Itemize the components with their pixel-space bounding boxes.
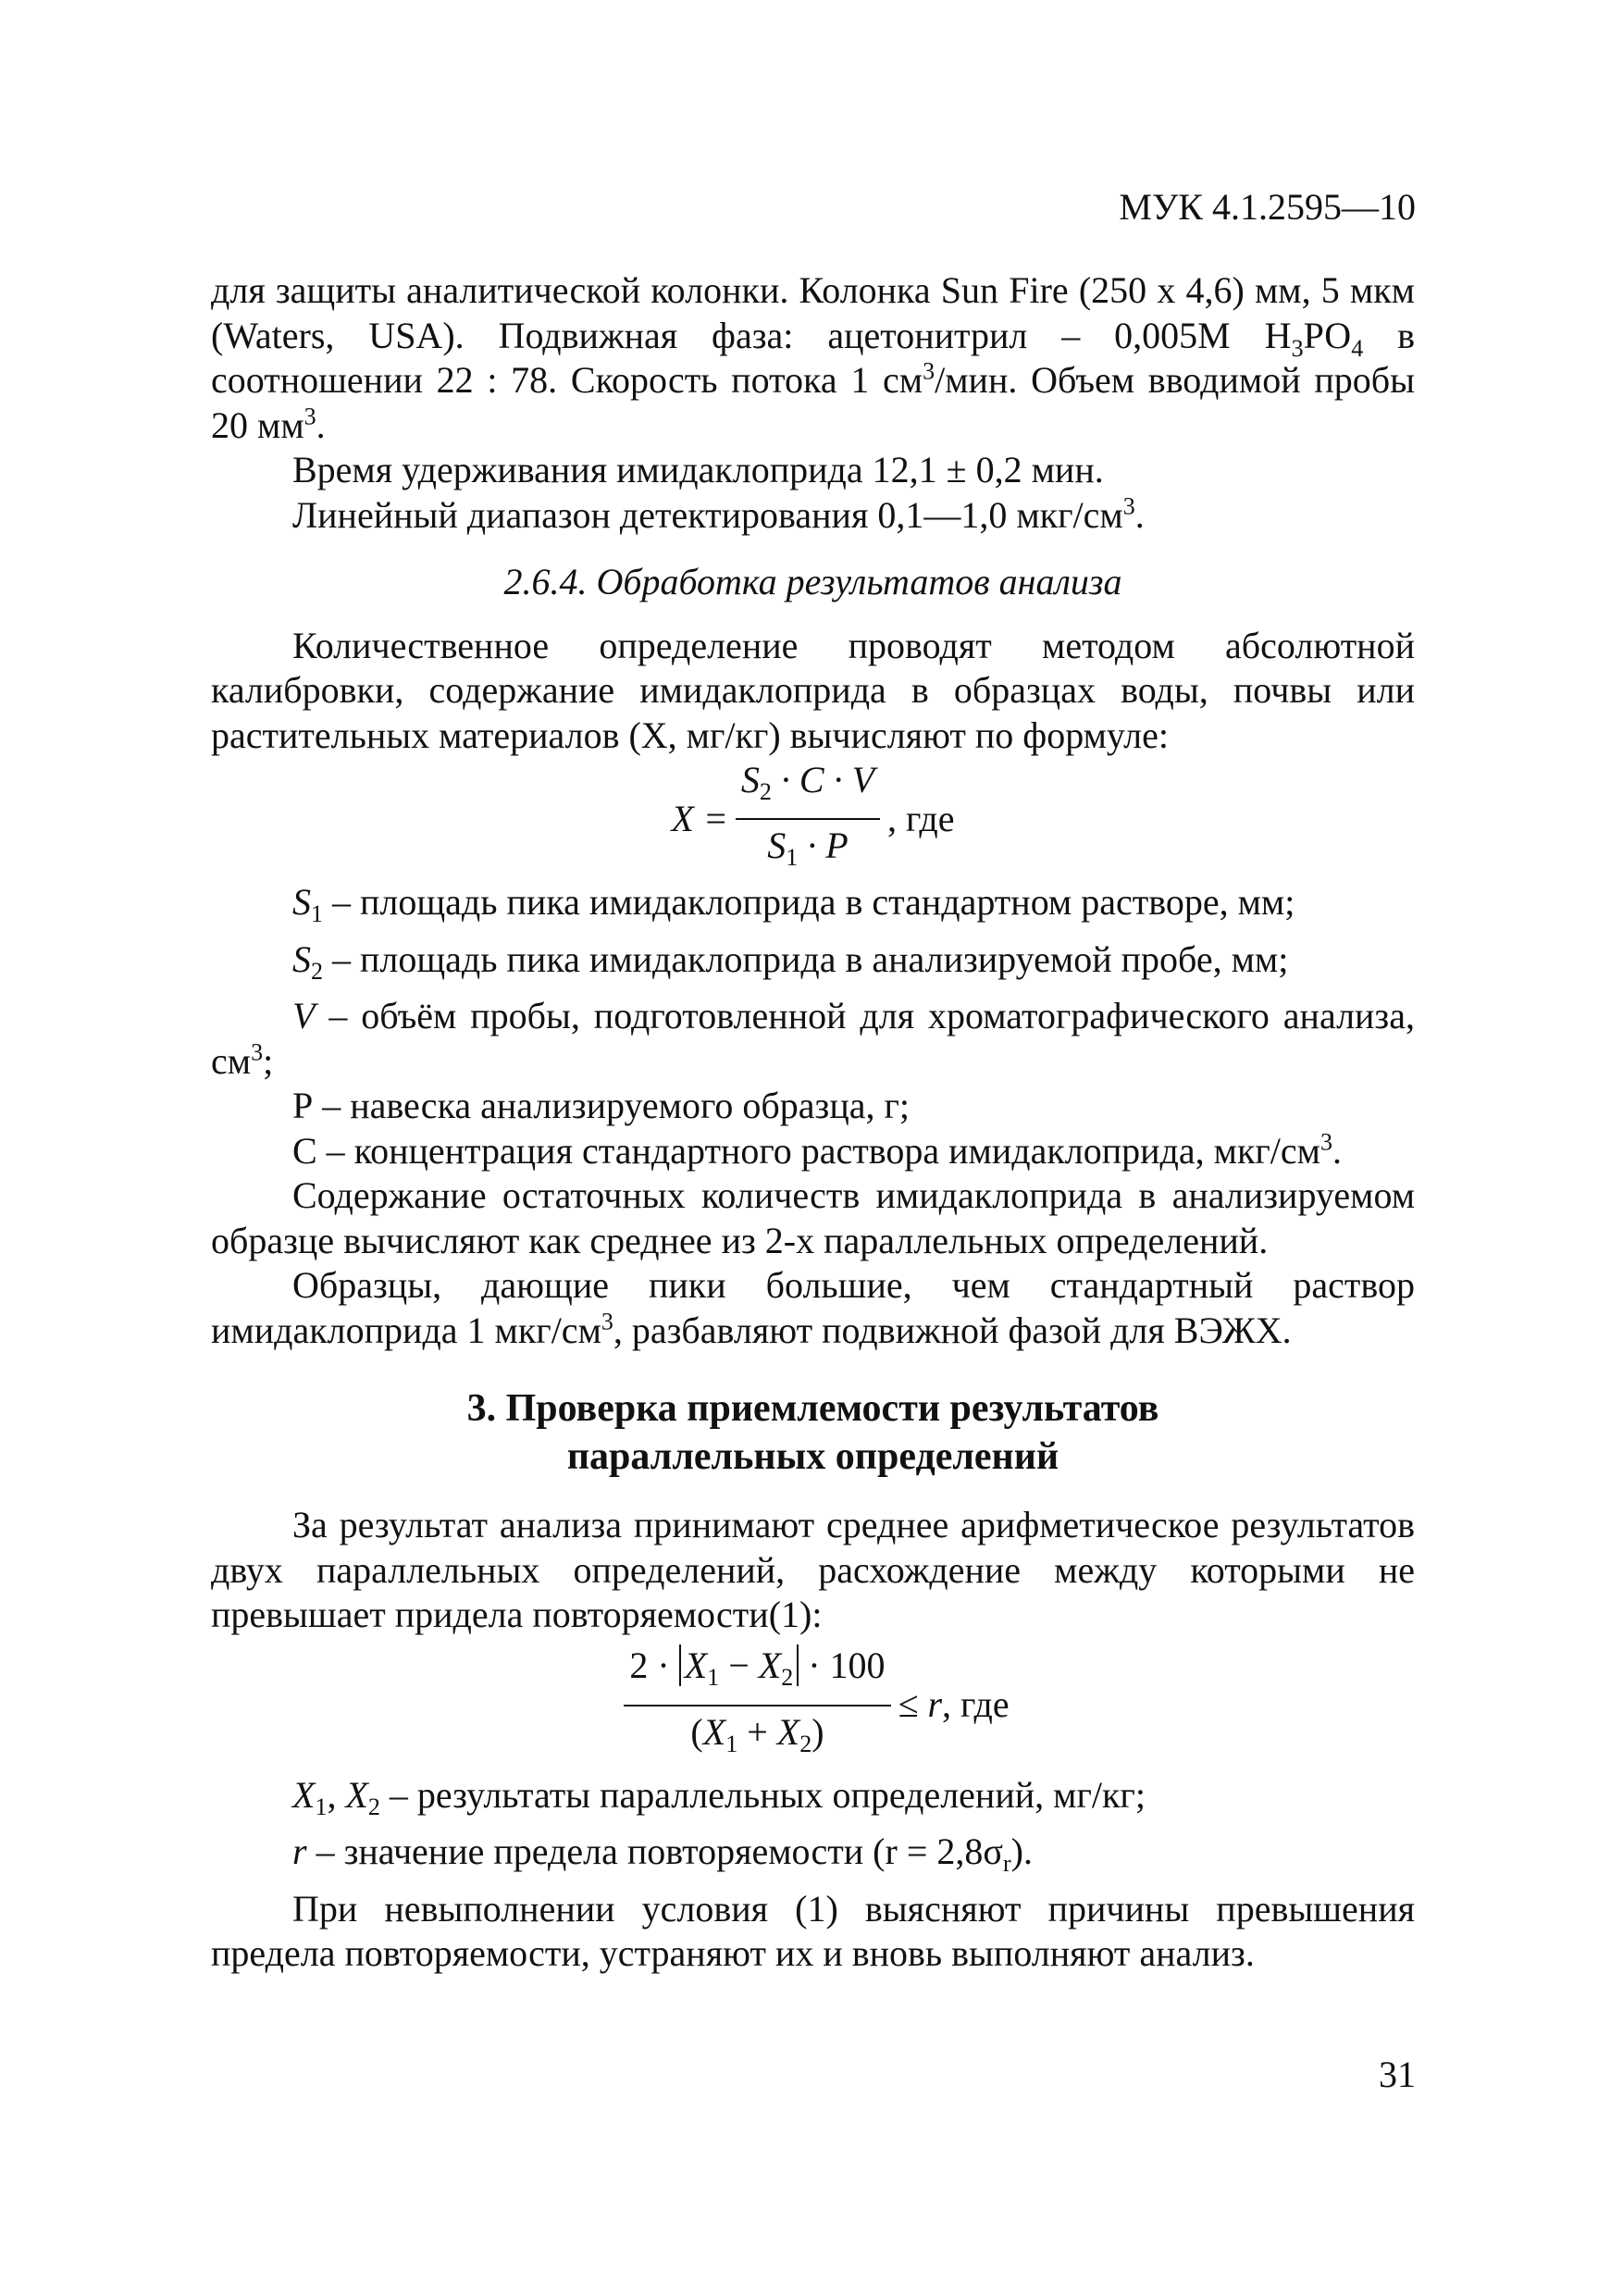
- formula2-relation: ≤ r: [898, 1683, 943, 1726]
- definition-s2: $S_2$ – площадь пика имидаклоприда в анализируемой пробе, мм;: [292, 937, 1289, 985]
- fraction-bar: [736, 818, 880, 820]
- paragraph-failure-condition: При невыполнении условия (1) выясняют причины превышения предела повторяемости, устраняют их и вновь выполняют анализ.: [211, 1887, 1415, 1974]
- definition-v: V – объём пробы, подготовленной для хроматографического анализа, $см^3$;: [211, 995, 1415, 1082]
- page-number: 31: [1379, 2054, 1416, 2095]
- page-body: [211, 268, 1415, 1977]
- paragraph-acceptance: За результат анализа принимают среднее арифметическое результатов двух параллельных определений, расхождение между которыми не превышает придела повторяемости(1):: [211, 1504, 1415, 1635]
- paragraph-column-description: для защиты аналитической колонки. Колонка Sun Fire (250 х 4,6) мм, 5 мкм (Waters, USA). Подвижная фаза: ацетонитрил – 0,005М $Н_3РО_4$ в соотношении 22 : 78. Скорость потока 1 $см^3$/мин. Объем вводимой пробы 20 $мм^3$.: [211, 269, 1415, 446]
- fraction-bar: [624, 1705, 890, 1706]
- formula-fraction: [736, 758, 880, 881]
- paragraph-dilution: Образцы, дающие пики большие, чем стандартный раствор имидаклоприда 1 мкг/$см^3$, разбавляют подвижной фазой для ВЭЖХ.: [211, 1264, 1415, 1351]
- formula-denominator: $S_1 \cdot P$: [767, 825, 849, 871]
- formula2-fraction: [624, 1644, 890, 1767]
- absolute-value: $X_1 - X_2$: [679, 1644, 799, 1686]
- paragraph-linear-range: Линейный диапазон детектирования 0,1—1,0 мкг/$см^3$.: [292, 492, 1145, 536]
- subsection-heading: 2.6.4. Обработка результатов анализа: [503, 561, 1122, 602]
- definition-s1: $S_1$ – площадь пика имидаклоприда в стандартном растворе, мм;: [292, 881, 1295, 927]
- formula-concentration: [211, 758, 1415, 873]
- formula-repeatability: [211, 1645, 1415, 1766]
- formula2-numerator: $2 \cdot X_1 - X_2 \cdot 100$: [629, 1644, 886, 1691]
- paragraph-quantification: Количественное определение проводят методом абсолютной калибровки, содержание имидаклоприда в образцах воды, почвы или растительных материалов (Х, мг/кг) вычисляют по формуле:: [211, 624, 1415, 756]
- paragraph-average: Содержание остаточных количеств имидаклоприда в анализируемом образце вычисляют как среднее из 2-х параллельных определений.: [211, 1174, 1415, 1261]
- formula-tail: , где: [887, 797, 955, 839]
- section-title: 3. Проверка приемлемости результатов параллельных определений: [466, 1387, 1159, 1478]
- definition-p: Р – навеска анализируемого образца, г;: [292, 1085, 910, 1126]
- formula-lhs: X =: [671, 797, 728, 839]
- formula2-denominator: $(X_1 + X_2)$: [690, 1710, 824, 1757]
- formula-numerator: $S_2 \cdot C \cdot V$: [740, 758, 875, 805]
- definition-c: С – концентрация стандартного раствора имидаклоприда, мкг/$см^3$.: [292, 1128, 1342, 1172]
- paragraph-retention-time: Время удерживания имидаклоприда 12,1 ± 0,2 мин.: [292, 449, 1104, 490]
- definition-r: r – значение предела повторяемости $(r = 2,8\sigma_r)$.: [292, 1831, 1033, 1877]
- document-code-header: МУК 4.1.2595—10: [1119, 186, 1416, 228]
- formula2-tail: , где: [942, 1683, 1010, 1726]
- definition-x1-x2: $X_1$, $X_2$ – результаты параллельных определений, мг/кг;: [292, 1773, 1146, 1820]
